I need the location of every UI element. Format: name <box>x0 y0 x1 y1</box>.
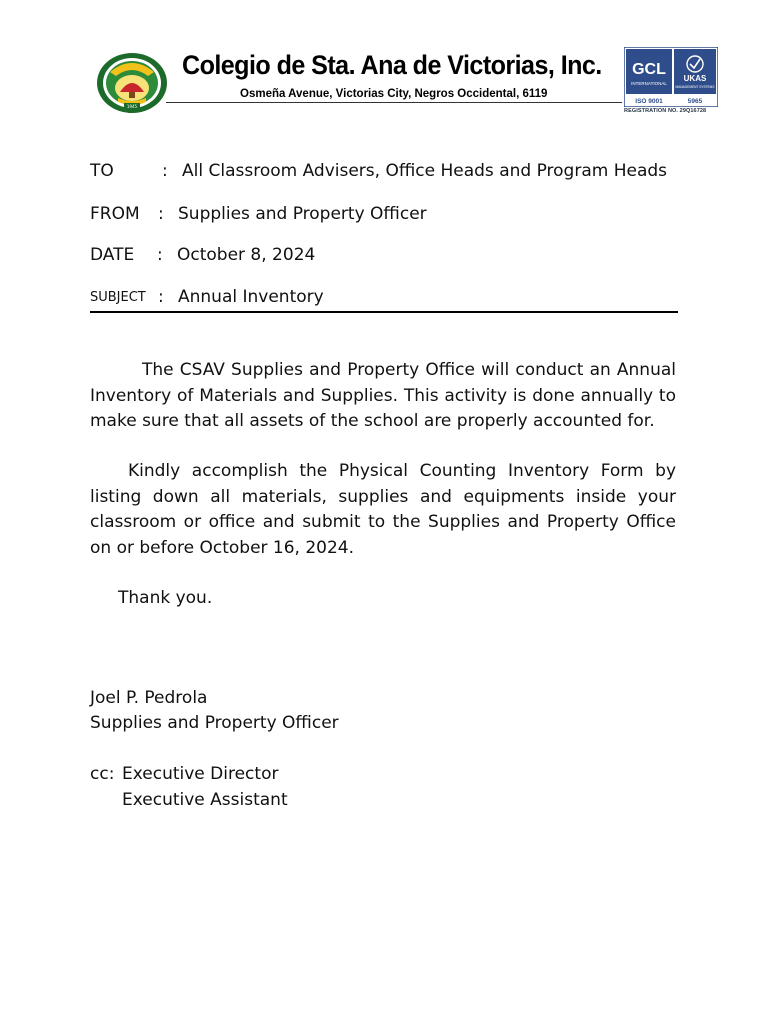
certification-badge-logo <box>624 47 718 107</box>
to-value: All Classroom Advisers, Office Heads and Program Heads <box>182 161 668 181</box>
subject-value: Annual Inventory <box>178 287 324 307</box>
closing-text: Thank you. <box>118 588 213 608</box>
school-name: Colegio de Sta. Ana de Victorias, Inc. <box>182 50 602 80</box>
gcl-subtext: INTERNATIONAL <box>631 81 667 86</box>
iso-text: ISO 9001 <box>635 98 663 105</box>
date-value: October 8, 2024 <box>177 245 316 265</box>
ukas-text: UKAS <box>683 74 707 83</box>
signatory-name: Joel P. Pedrola <box>90 688 208 708</box>
school-seal-logo <box>96 52 168 114</box>
cc-label: cc: <box>90 764 115 784</box>
subject-divider <box>90 311 678 313</box>
ukas-number: 5965 <box>687 98 703 105</box>
header-divider <box>166 102 622 103</box>
from-label: FROM <box>90 204 140 224</box>
gcl-text: GCL <box>632 61 666 78</box>
to-label: TO <box>90 161 114 181</box>
date-label: DATE <box>90 245 135 265</box>
body-paragraph-1: The CSAV Supplies and Property Office will conduct an Annual Inventory of Materials and Supplies. This activity is done annually to make sure that all assets of the school are properly accounted for. <box>90 360 676 431</box>
subject-label: SUBJECT <box>90 290 146 305</box>
signatory-title: Supplies and Property Officer <box>90 713 339 733</box>
cc-recipient: Executive Assistant <box>122 790 288 810</box>
seal-year: 1945 <box>126 104 138 109</box>
from-value: Supplies and Property Officer <box>178 204 427 224</box>
school-address: Osmeña Avenue, Victorias City, Negros Occidental, 6119 <box>240 88 548 100</box>
date-colon: : <box>157 245 163 265</box>
cc-recipient: Executive Director <box>122 764 279 784</box>
to-colon: : <box>162 161 168 181</box>
subject-colon: : <box>158 287 164 307</box>
body-paragraph-2: Kindly accomplish the Physical Counting Inventory Form by listing down all materials, supplies and equipments inside your classroom or office and submit to the Supplies and Property Office on or before October 16, 2024. <box>90 461 676 558</box>
from-colon: : <box>158 204 164 224</box>
registration-number: REGISTRATION NO. 29Q16728 <box>624 108 707 114</box>
ukas-subtext: MANAGEMENT SYSTEMS <box>675 85 715 89</box>
